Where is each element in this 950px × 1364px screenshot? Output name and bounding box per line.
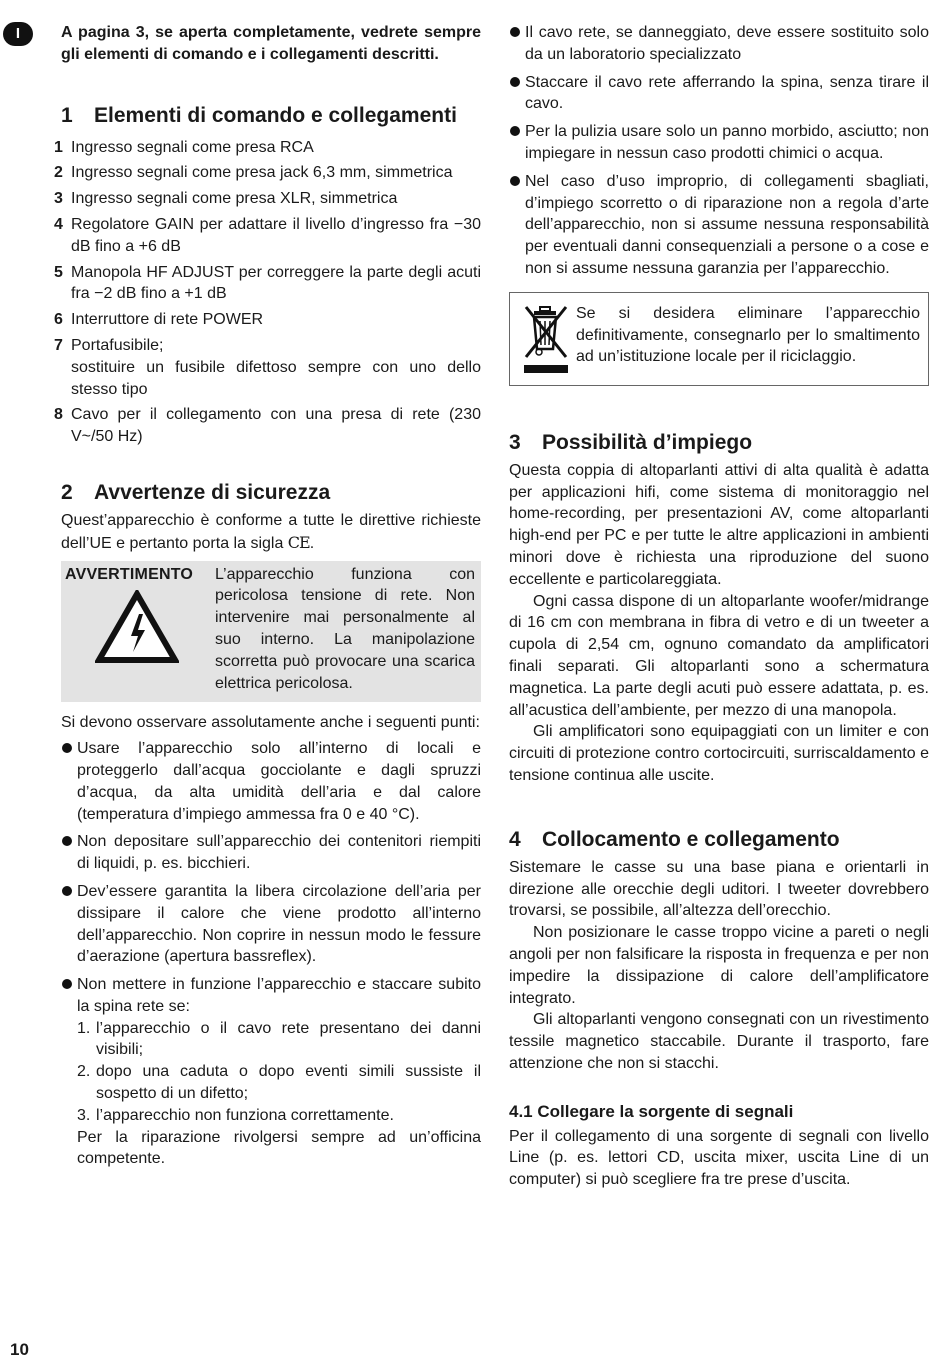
list-item: 2. dopo una caduta o dopo eventi simili sussiste il sospetto di un difetto; bbox=[77, 1063, 481, 1103]
section-2-heading bbox=[61, 480, 481, 506]
list-item: Il cavo rete, se danneggiato, deve essere sostituito solo da un laboratorio specializzato bbox=[509, 22, 929, 66]
section-3-number: 3 bbox=[509, 430, 521, 454]
list-item: Dev’essere garantita la libera circolazione dell’aria per dissipare il calore che viene prodotto all’interno dell’apparecchio. Non coprire in nessun modo le fessure d’aerazione (apertura bassreflex). bbox=[61, 881, 481, 968]
list-item: Non mettere in funzione l’apparecchio e staccare subito la spina rete se: 1. l’apparecchio o il cavo rete presentano dei danni visibili; 2. dopo una caduta o dopo eventi simili sussiste il sospetto di un difetto; 3. l’apparecchio non funziona correttamente. Per la riparazione rivolgersi sempre ad un’officina competente. bbox=[61, 974, 481, 1170]
section-1-title: Elementi di comando e collegamenti bbox=[94, 103, 457, 127]
paragraph: Gli amplificatori sono equipaggiati con un limiter e con circuiti di protezione contro cortocircuiti, surriscaldamento e tensione continua alle uscite. bbox=[509, 723, 929, 784]
bullet-icon bbox=[61, 974, 77, 1170]
ce-mark: CE bbox=[287, 532, 310, 552]
paragraph: Sistemare le casse su una base piana e orientarli in direzione alle orecchie degli uditori. I tweeter dovrebbero trovarsi, se possibile, all’altezza dell’orecchio. bbox=[509, 858, 929, 920]
list-item: 1 Ingresso segnali come presa RCA bbox=[54, 138, 314, 156]
section-4-number: 4 bbox=[509, 827, 521, 851]
safety-bullets bbox=[61, 738, 481, 1170]
safety-bullets-continued bbox=[509, 22, 929, 280]
bullet-icon bbox=[61, 831, 77, 875]
list-item: 4 Regolatore GAIN per adattare il livello d’ingresso fra −30 dB fino a +6 dB bbox=[54, 215, 481, 255]
left-column bbox=[54, 22, 481, 1176]
paragraph: Non posizionare le casse troppo vicine a pareti o negli angoli per non falsificare la risposta in frequenza e per non impedire la dissipazione di calore dell’amplificatore integrato. bbox=[509, 924, 929, 1007]
paragraph: Per il collegamento di una sorgente di segnali con livello Line (p. es. lettori CD, uscita mixer, uscita Line di un computer) si può scegliere fra tre prese d’uscita. bbox=[509, 1127, 929, 1189]
list-item: 3. l’apparecchio non funziona correttamente. bbox=[77, 1106, 394, 1124]
language-badge: I bbox=[3, 22, 33, 46]
controls-list bbox=[45, 137, 481, 448]
section-2-number: 2 bbox=[61, 480, 73, 504]
list-item: 6 Interruttore di rete POWER bbox=[54, 311, 264, 329]
subsection-4-1-title: 4.1 Collegare la sorgente di segnali bbox=[509, 1101, 794, 1121]
list-item: 3 Ingresso segnali come presa XLR, simmetrica bbox=[54, 190, 398, 208]
section-4-heading bbox=[509, 827, 929, 853]
warning-text: L’apparecchio funziona con pericolosa tensione di rete. Non intervenire mai personalmente al suo interno. La manipolazione scorretta può provocare una scarica elettrica pericolosa. bbox=[215, 565, 475, 692]
list-item: Per la pulizia usare solo un panno morbido, asciutto; non impiegare in nessun caso prodotti chimici o acqua. bbox=[509, 121, 929, 165]
section-1-heading bbox=[61, 103, 481, 129]
intro-text: A pagina 3, se aperta completamente, vedrete sempre gli elementi di comando e i collegamenti descritti. bbox=[61, 24, 481, 63]
paragraph: Gli altoparlanti vengono consegnati con un rivestimento tessile magnetico staccabile. Durante il trasporto, fare attenzione che non si stacchi. bbox=[509, 1011, 929, 1072]
repair-note: Per la riparazione rivolgersi sempre ad un’officina competente. bbox=[77, 1128, 481, 1168]
list-item: 7 Portafusibile; sostituire un fusibile difettoso sempre con uno dello stesso tipo bbox=[54, 336, 481, 398]
list-item: 5 Manopola HF ADJUST per correggere la parte degli acuti fra −2 dB fino a +1 dB bbox=[54, 263, 481, 303]
list-item: Staccare il cavo rete afferrando la spina, senza tirare il cavo. bbox=[509, 72, 929, 116]
section-3-title: Possibilità d’impiego bbox=[542, 430, 753, 454]
bullet-icon bbox=[509, 72, 525, 116]
weee-disposal-box bbox=[509, 292, 929, 386]
warning-label: AVVERTIMENTO bbox=[65, 565, 194, 583]
section-3-heading bbox=[509, 430, 929, 456]
paragraph: Questa coppia di altoparlanti attivi di alta qualità è adatta per applicazioni hifi, come sistema di monitoraggio nel home-recording, per presentazioni AV, come altoparlanti high-end per PC e per tutte le altre applicazioni in ambienti minori dove è richiesta una riproduzione del suono eccellente e particolareggiata. bbox=[509, 461, 929, 588]
section-2-title: Avvertenze di sicurezza bbox=[94, 480, 331, 504]
list-item: 1. l’apparecchio o il cavo rete presentano dei danni visibili; bbox=[77, 1019, 481, 1059]
list-item: Usare l’apparecchio solo all’interno di locali e proteggerlo dall’acqua gocciolante e dagli spruzzi d’acqua, da alta umidità dell’aria e dal calore (temperatura d’impiego ammessa fra 0 e 40 °C). bbox=[61, 738, 481, 825]
bullet-icon bbox=[61, 738, 77, 825]
high-voltage-icon bbox=[95, 590, 179, 664]
crossed-bin-icon bbox=[520, 303, 572, 375]
section-1-number: 1 bbox=[61, 103, 73, 127]
bullet-icon bbox=[61, 881, 77, 968]
list-item: Nel caso d’uso improprio, di collegamenti sbagliati, d’impiego scorretto o di riparazione non a regola d’arte dell’apparecchio, non si assume nessuna responsabilità per eventuali danni consequenziali a persone o a cose e non si assume nessuna garanzia per l’apparecchio. bbox=[509, 171, 929, 280]
points-intro: Si devono osservare assolutamente anche i seguenti punti: bbox=[61, 714, 480, 732]
section-4-title: Collocamento e collegamento bbox=[542, 827, 840, 851]
right-column bbox=[509, 22, 929, 1191]
page-number: 10 bbox=[10, 1340, 29, 1359]
list-item: Non depositare sull’apparecchio dei contenitori riempiti di liquidi, p. es. bicchieri. bbox=[61, 831, 481, 875]
ce-paragraph: Quest’apparecchio è conforme a tutte le direttive richieste dell’UE e pertanto porta la sigla CE. bbox=[61, 511, 481, 552]
conditions-list bbox=[77, 1018, 481, 1127]
bullet-icon bbox=[509, 22, 525, 66]
list-item: 2 Ingresso segnali come presa jack 6,3 mm, simmetrica bbox=[54, 164, 453, 182]
weee-text: Se si desidera eliminare l’apparecchio definitivamente, consegnarlo per lo smaltimento ad un’istituzione locale per il riciclaggio. bbox=[576, 304, 920, 366]
bullet-icon bbox=[509, 171, 525, 280]
list-item: 8 Cavo per il collegamento con una presa di rete (230 V~/50 Hz) bbox=[54, 406, 481, 446]
bullet-icon bbox=[509, 121, 525, 165]
paragraph: Ogni cassa dispone di un altoparlante woofer/midrange di 16 cm con membrana in fibra di vetro e di un tweeter a cupola di 2,54 cm, ognuno comandato da amplificatori finali separati. Gli altoparlanti sono a schermatura magnetica. La parte degli acuti può essere adattata, p. es. all’acustica dell’ambiente, per mezzo di una manopola. bbox=[509, 592, 929, 719]
warning-box bbox=[61, 561, 481, 703]
